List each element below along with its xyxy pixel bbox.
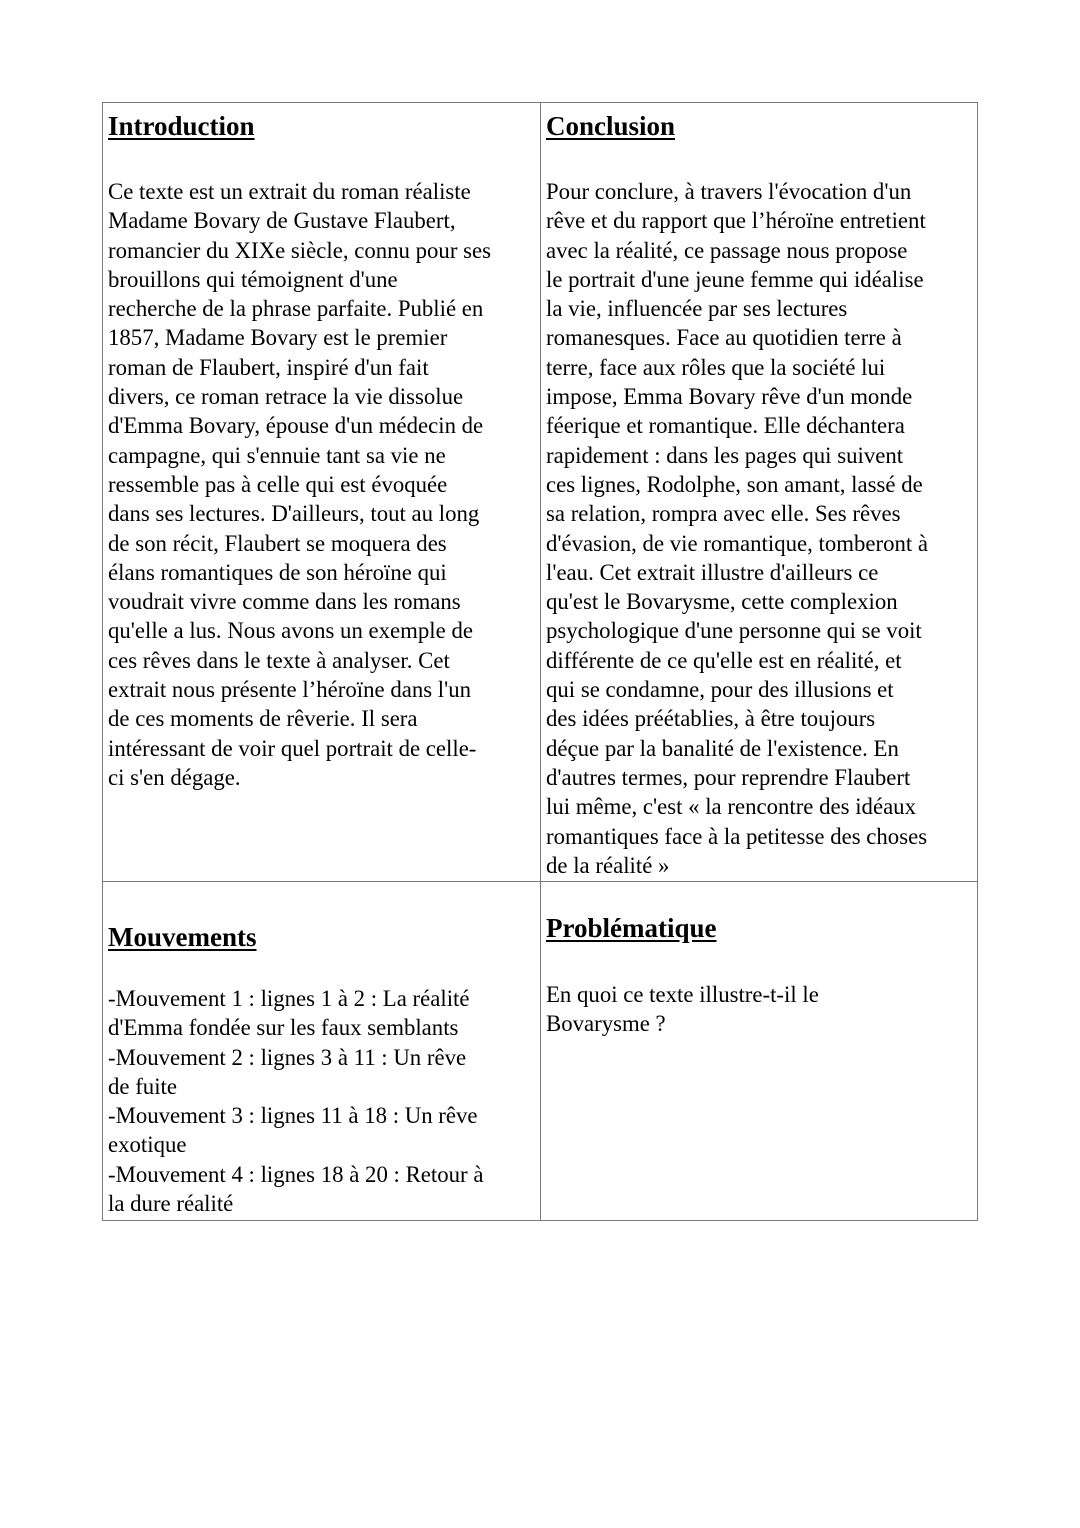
summary-table [102, 102, 978, 1221]
conclusion-cell [541, 103, 977, 882]
conclusion-heading: Conclusion [546, 111, 676, 141]
problematique-text: En quoi ce texte illustre-t-il le Bovarysme ? [546, 982, 819, 1037]
problematique-cell [541, 882, 977, 1220]
mouvements-heading: Mouvements [108, 922, 257, 952]
conclusion-text: Pour conclure, à travers l'évocation d'un rêve et du rapport que l’héroïne entretient avec la réalité, ce passage nous propose le portrait d'une jeune femme qui idéalise la vie, influencée par ses lectures romanesques. Face au quotidien terre à terre, face aux rôles que la société lui impose, Emma Bovary rêve d'un monde féerique et romantique. Elle déchantera rapidement : dans les pages qui suivent ces lignes, Rodolphe, son amant, lassé de sa relation, rompra avec elle. Ses rêves d'évasion, de vie romantique, tomberont à l'eau. Cet extrait illustre d'ailleurs ce qu'est le Bovarysme, cette complexion psychologique d'une personne qui se voit différente de ce qu'elle est en réalité, et qui se condamne, pour des illusions et des idées préétablies, à être toujours déçue par la banalité de l'existence. En d'autres termes, pour reprendre Flaubert lui même, c'est « la rencontre des idéaux romantiques face à la petitesse des choses de la réalité » [546, 179, 929, 878]
introduction-heading: Introduction [108, 111, 255, 141]
mouvements-cell [103, 882, 541, 1220]
problematique-heading: Problématique [546, 913, 717, 943]
introduction-cell [103, 103, 541, 882]
introduction-text: Ce texte est un extrait du roman réaliste Madame Bovary de Gustave Flaubert, romancier du XIXe siècle, connu pour ses brouillons qui témoignent d'une recherche de la phrase parfaite. Publié en 1857, Madame Bovary est le premier roman de Flaubert, inspiré d'un fait divers, ce roman retrace la vie dissolue d'Emma Bovary, épouse d'un médecin de campagne, qui s'ennuie tant sa vie ne ressemble pas à celle qui est évoquée dans ses lectures. D'ailleurs, tout au long de son récit, Flaubert se moquera des élans romantiques de son héroïne qui voudrait vivre comme dans les romans qu'elle a lus. Nous avons un exemple de ces rêves dans le texte à analyser. Cet extrait nous présente l’héroïne dans l'un de ces moments de rêverie. Il sera intéressant de voir quel portrait de celle- ci s'en dégage. [108, 179, 491, 790]
mouvements-text: -Mouvement 1 : lignes 1 à 2 : La réalité d'Emma fondée sur les faux semblants -Mouvement 2 : lignes 3 à 11 : Un rêve de fuite -Mouvement 3 : lignes 11 à 18 : Un rêve exotique -Mouvement 4 : lignes 18 à 20 : Retour à la dure réalité [108, 986, 484, 1217]
